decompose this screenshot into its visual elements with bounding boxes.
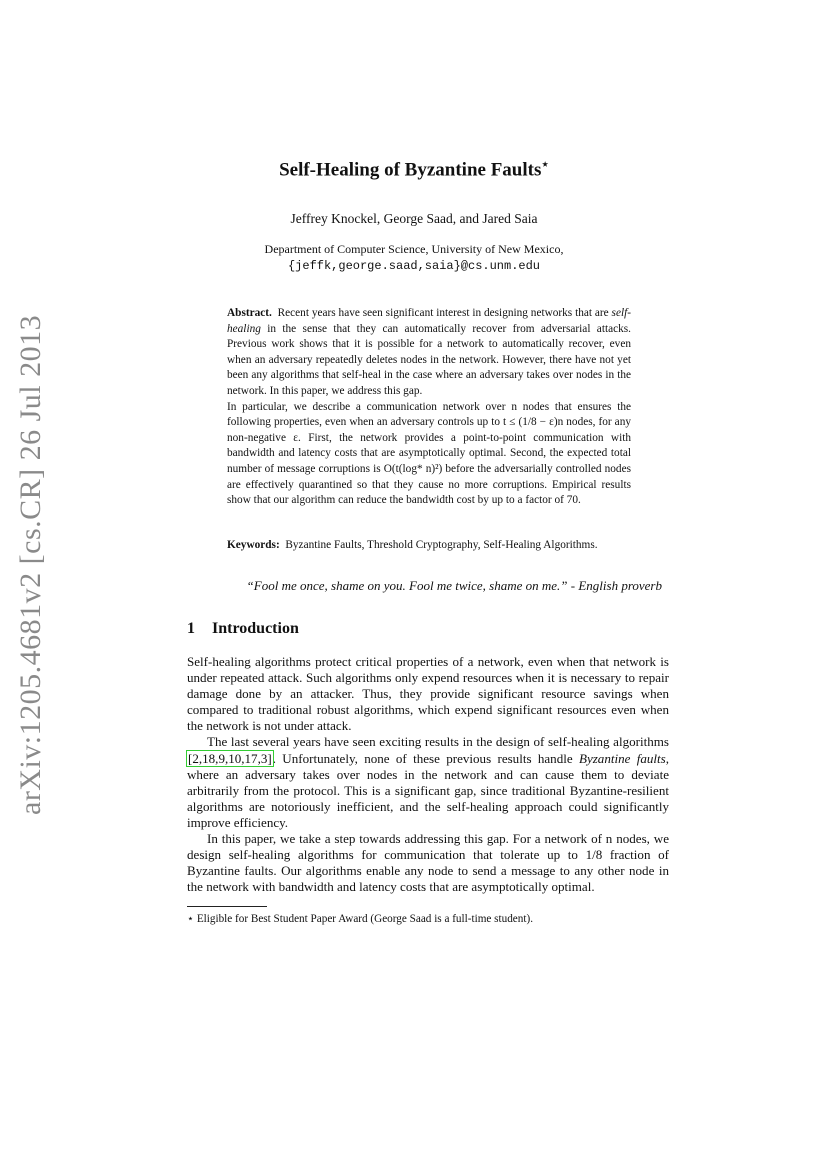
footnote-divider <box>187 906 267 907</box>
intro-text-2a: The last several years have seen exciting results in the design of self-healing algorithms <box>207 734 669 750</box>
intro-paragraph-2 <box>187 734 669 831</box>
intro-emphasis: Byzantine faults <box>578 750 666 766</box>
author-emails: {jeffk,george.saad,saia}@cs.unm.edu <box>287 259 541 273</box>
abstract <box>227 306 631 509</box>
footnote-text: Eligible for Best Student Paper Award (George Saad is a full-time student). <box>196 913 533 925</box>
section-heading <box>187 620 299 638</box>
affiliation-block <box>0 241 828 275</box>
footnote-mark: ⋆ <box>187 913 195 925</box>
epigraph-quote: “Fool me once, shame on you. Fool me twice, shame on me.” - English proverb <box>246 578 662 593</box>
introduction-body <box>187 654 669 895</box>
keywords-label: Keywords: <box>227 539 280 551</box>
author-list: Jeffrey Knockel, George Saad, and Jared Saia <box>290 211 538 226</box>
citation-link[interactable]: [2,18,9,10,17,3] <box>188 750 272 766</box>
keywords <box>227 539 647 551</box>
keywords-text: Byzantine Faults, Threshold Cryptography, Self-Healing Algorithms. <box>285 539 598 551</box>
affiliation: Department of Computer Science, University of New Mexico, <box>264 242 564 256</box>
abstract-paragraph-2: In particular, we describe a communication network over n nodes that ensures the following properties, even when an adversary controls up to t ≤ (1/8 − ε)n nodes, for any non-negative ε. First, the network provides a point-to-point communication with bandwidth and latency costs that are asymptotically optimal. Second, the expected total number of message corruptions is O(t(log* n)²) before the adversarially controlled nodes are effectively quarantined so that they cause no more corruptions. Empirical results show that our algorithm can reduce the bandwidth cost by up to a factor of 70. <box>227 400 631 507</box>
section-title: Introduction <box>212 620 299 637</box>
arxiv-identifier-stamp: arXiv:1205.4681v2 [cs.CR] 26 Jul 2013 <box>14 314 47 815</box>
abstract-text-1b: in the sense that they can automatically recover from adversarial attacks. Previous work shows that it is possible for a network to automatically recover, even when an adversary repeatedly deletes nodes in the network. However, there have not yet been any algorithms that self-heal in the case where an adversary takes over nodes in the network. In this paper, we address this gap. <box>227 322 631 397</box>
abstract-emphasis: self-healing <box>227 307 631 335</box>
abstract-text-1a: Recent years have seen significant interest in designing networks that are <box>277 307 612 319</box>
abstract-paragraph-1 <box>227 306 631 400</box>
section-number: 1 <box>187 620 195 637</box>
footnote <box>187 912 669 925</box>
title-footnote-mark: ⋆ <box>541 157 549 171</box>
intro-paragraph-1: Self-healing algorithms protect critical properties of a network, even when that network is under repeated attack. Such algorithms only expend resources when it is necessary to repair damage done by an attacker. Thus, they provide significant resource savings when compared to traditional robust algorithms, which expend significant resources even when the network is not under attack. <box>187 654 669 734</box>
intro-paragraph-3: In this paper, we take a step towards addressing this gap. For a network of n nodes, we design self-healing algorithms for communication that tolerate up to 1/8 fraction of Byzantine faults. Our algorithms enable any node to send a message to any other node in the network with bandwidth and latency costs that are asymptotically optimal. <box>187 831 669 895</box>
title-text: Self-Healing of Byzantine Faults <box>279 159 542 181</box>
intro-text-2b: . Unfortunately, none of these previous results handle <box>272 750 579 766</box>
intro-text-2c: , where an adversary takes over nodes in the network and can cause them to deviate arbitrarily from the protocol. This is a significant gap, since traditional Byzantine-resilient algorithms are notoriously inefficient, and the self-healing approach could significantly improve efficiency. <box>187 750 670 830</box>
abstract-label: Abstract. <box>227 307 272 319</box>
paper-title <box>0 157 828 181</box>
